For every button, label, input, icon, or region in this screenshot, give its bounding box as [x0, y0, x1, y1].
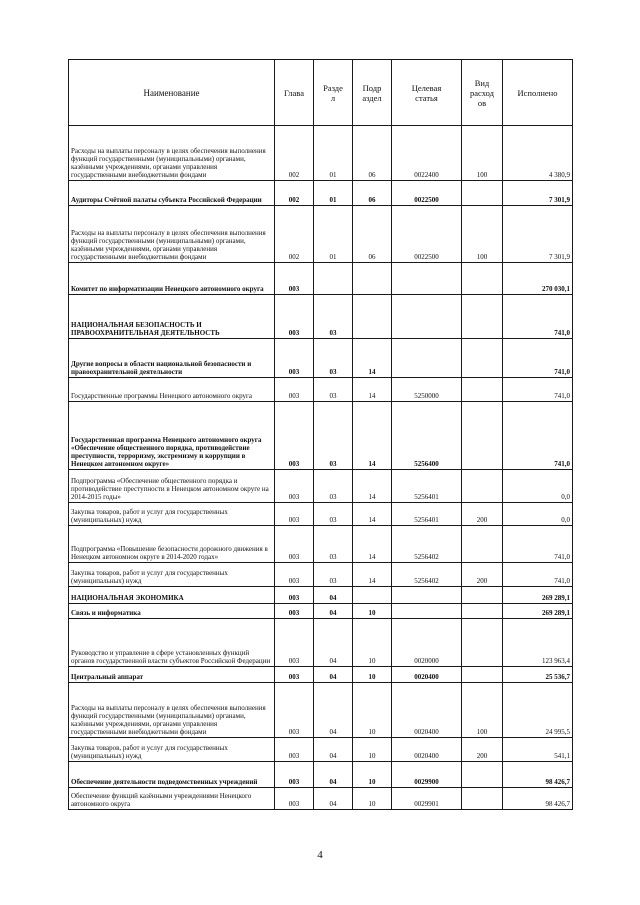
row-vid — [462, 378, 503, 402]
row-celevaya: 0020400 — [392, 683, 462, 738]
row-vid — [462, 762, 503, 788]
row-razdel: 04 — [314, 667, 353, 683]
row-ispolneno: 741,0 — [503, 402, 573, 470]
row-name: Государственные программы Ненецкого автономного округа — [69, 378, 275, 402]
header-name: Наименование — [69, 60, 275, 126]
row-glava: 003 — [275, 604, 314, 619]
row-vid — [462, 604, 503, 619]
row-ispolneno: 270 030,1 — [503, 263, 573, 295]
row-razdel: 01 — [314, 126, 353, 181]
row-celevaya — [392, 295, 462, 339]
row-podrazdel: 14 — [353, 503, 392, 526]
row-celevaya: 5256400 — [392, 402, 462, 470]
row-ispolneno: 269 289,1 — [503, 604, 573, 619]
row-glava: 003 — [275, 295, 314, 339]
table-row — [69, 788, 573, 810]
table-row — [69, 378, 573, 402]
row-podrazdel: 14 — [353, 526, 392, 563]
row-podrazdel — [353, 263, 392, 295]
row-celevaya: 0029900 — [392, 762, 462, 788]
row-podrazdel: 14 — [353, 470, 392, 503]
row-podrazdel: 10 — [353, 619, 392, 667]
row-ispolneno: 741,0 — [503, 339, 573, 378]
row-celevaya: 5250000 — [392, 378, 462, 402]
row-name: Закупка товаров, работ и услуг для государственных (муниципальных) нужд — [69, 738, 275, 762]
row-glava: 003 — [275, 683, 314, 738]
row-razdel: 04 — [314, 738, 353, 762]
row-ispolneno: 98 426,7 — [503, 762, 573, 788]
row-vid: 100 — [462, 126, 503, 181]
table-row — [69, 295, 573, 339]
row-vid — [462, 263, 503, 295]
row-name: Закупка товаров, работ и услуг для государственных (муниципальных) нужд — [69, 563, 275, 587]
row-name: Закупка товаров, работ и услуг для государственных (муниципальных) нужд — [69, 503, 275, 526]
row-vid: 100 — [462, 206, 503, 263]
row-vid — [462, 402, 503, 470]
row-name: Расходы на выплаты персоналу в целях обеспечения выполнения функций государственными (муниципальными) органами, казёнными учреждениями, органами управления государственными внебюджетными фондами — [69, 126, 275, 181]
table-row — [69, 470, 573, 503]
row-glava: 003 — [275, 563, 314, 587]
row-glava: 003 — [275, 667, 314, 683]
table-header-row — [69, 60, 573, 126]
table-row — [69, 667, 573, 683]
row-vid — [462, 470, 503, 503]
row-name: Связь и информатика — [69, 604, 275, 619]
row-podrazdel — [353, 295, 392, 339]
row-ispolneno: 7 301,9 — [503, 181, 573, 206]
page-number: 4 — [317, 849, 323, 861]
row-name: Другие вопросы в области национальной безопасности и правоохранительной деятельности — [69, 339, 275, 378]
row-podrazdel: 10 — [353, 667, 392, 683]
row-podrazdel: 06 — [353, 181, 392, 206]
row-podrazdel: 06 — [353, 206, 392, 263]
row-razdel: 03 — [314, 378, 353, 402]
row-vid — [462, 339, 503, 378]
row-vid — [462, 295, 503, 339]
row-celevaya — [392, 604, 462, 619]
row-vid — [462, 587, 503, 604]
row-glava: 003 — [275, 402, 314, 470]
row-razdel: 03 — [314, 470, 353, 503]
row-podrazdel: 14 — [353, 402, 392, 470]
row-celevaya: 0022400 — [392, 126, 462, 181]
row-podrazdel — [353, 587, 392, 604]
row-podrazdel: 14 — [353, 563, 392, 587]
row-razdel: 01 — [314, 206, 353, 263]
row-ispolneno: 7 301,9 — [503, 206, 573, 263]
row-vid: 100 — [462, 683, 503, 738]
row-podrazdel: 10 — [353, 604, 392, 619]
row-ispolneno: 741,0 — [503, 295, 573, 339]
row-razdel: 04 — [314, 619, 353, 667]
row-celevaya: 0022500 — [392, 206, 462, 263]
table-row — [69, 587, 573, 604]
row-podrazdel: 14 — [353, 339, 392, 378]
row-vid — [462, 667, 503, 683]
row-glava: 003 — [275, 788, 314, 810]
row-ispolneno: 741,0 — [503, 563, 573, 587]
row-glava: 003 — [275, 587, 314, 604]
row-ispolneno: 4 380,9 — [503, 126, 573, 181]
row-name: Комитет по информатизации Ненецкого автономного округа — [69, 263, 275, 295]
row-vid — [462, 181, 503, 206]
row-ispolneno: 123 963,4 — [503, 619, 573, 667]
row-podrazdel: 10 — [353, 738, 392, 762]
row-glava: 003 — [275, 526, 314, 563]
table-row — [69, 339, 573, 378]
row-razdel: 04 — [314, 788, 353, 810]
row-razdel: 04 — [314, 762, 353, 788]
row-ispolneno: 24 995,5 — [503, 683, 573, 738]
row-podrazdel: 14 — [353, 378, 392, 402]
row-razdel: 03 — [314, 503, 353, 526]
row-vid — [462, 526, 503, 563]
header-glava: Глава — [275, 60, 314, 126]
row-razdel: 01 — [314, 181, 353, 206]
row-vid — [462, 788, 503, 810]
row-glava: 003 — [275, 619, 314, 667]
row-vid: 200 — [462, 738, 503, 762]
row-celevaya: 0020000 — [392, 619, 462, 667]
row-celevaya: 0022500 — [392, 181, 462, 206]
header-podrazdel: Подр аздел — [353, 60, 392, 126]
row-ispolneno: 0,0 — [503, 503, 573, 526]
row-name: Обеспечение функций казёнными учреждениями Ненецкого автономного округа — [69, 788, 275, 810]
row-name: Обеспечение деятельности подведомственных учреждений — [69, 762, 275, 788]
table-row — [69, 738, 573, 762]
header-ispolneno: Исполнено — [503, 60, 573, 126]
row-celevaya — [392, 587, 462, 604]
row-name: НАЦИОНАЛЬНАЯ БЕЗОПАСНОСТЬ И ПРАВООХРАНИТЕЛЬНАЯ ДЕЯТЕЛЬНОСТЬ — [69, 295, 275, 339]
row-name: Государственная программа Ненецкого автономного округа «Обеспечение общественного порядка, противодействие преступности, терроризму, экстремизму и коррупции в Ненецком автономном округе» — [69, 402, 275, 470]
row-razdel: 04 — [314, 604, 353, 619]
row-ispolneno: 98 426,7 — [503, 788, 573, 810]
row-celevaya: 5256401 — [392, 470, 462, 503]
table-row — [69, 762, 573, 788]
row-celevaya — [392, 263, 462, 295]
row-celevaya: 5256402 — [392, 563, 462, 587]
header-celevaya: Целевая статья — [392, 60, 462, 126]
budget-execution-table — [68, 59, 573, 810]
row-razdel: 03 — [314, 563, 353, 587]
row-razdel: 03 — [314, 339, 353, 378]
table-row — [69, 503, 573, 526]
row-vid — [462, 619, 503, 667]
row-glava: 002 — [275, 126, 314, 181]
row-razdel: 04 — [314, 587, 353, 604]
row-ispolneno: 741,0 — [503, 378, 573, 402]
row-glava: 003 — [275, 339, 314, 378]
row-ispolneno: 541,1 — [503, 738, 573, 762]
row-name: Подпрограмма «Повышение безопасности дорожного движения в Ненецком автономном округе в 2014-2020 годах» — [69, 526, 275, 563]
row-podrazdel: 10 — [353, 683, 392, 738]
row-razdel: 04 — [314, 683, 353, 738]
row-podrazdel: 10 — [353, 762, 392, 788]
table-row — [69, 206, 573, 263]
header-razdel: Разде л — [314, 60, 353, 126]
row-glava: 003 — [275, 378, 314, 402]
row-name: Руководство и управление в сфере установленных функций органов государственной власти субъектов Российской Федерации — [69, 619, 275, 667]
table-row — [69, 126, 573, 181]
table-row — [69, 526, 573, 563]
row-name: Расходы на выплаты персоналу в целях обеспечения выполнения функций государственными (муниципальными) органами, казёнными учреждениями, органами управления государственными внебюджетными фондами — [69, 683, 275, 738]
row-celevaya: 5256402 — [392, 526, 462, 563]
row-razdel: 03 — [314, 526, 353, 563]
row-glava: 003 — [275, 263, 314, 295]
row-glava: 003 — [275, 470, 314, 503]
row-ispolneno: 741,0 — [503, 526, 573, 563]
row-razdel: 03 — [314, 402, 353, 470]
table-row — [69, 563, 573, 587]
row-name: НАЦИОНАЛЬНАЯ ЭКОНОМИКА — [69, 587, 275, 604]
row-glava: 002 — [275, 181, 314, 206]
row-ispolneno: 25 536,7 — [503, 667, 573, 683]
row-podrazdel: 10 — [353, 788, 392, 810]
row-name: Центральный аппарат — [69, 667, 275, 683]
row-celevaya: 0020400 — [392, 738, 462, 762]
row-glava: 002 — [275, 206, 314, 263]
row-ispolneno: 269 289,1 — [503, 587, 573, 604]
row-celevaya: 0020400 — [392, 667, 462, 683]
table-row — [69, 604, 573, 619]
row-vid: 200 — [462, 563, 503, 587]
table-row — [69, 181, 573, 206]
table-row — [69, 683, 573, 738]
row-glava: 003 — [275, 738, 314, 762]
row-razdel: 03 — [314, 295, 353, 339]
row-name: Расходы на выплаты персоналу в целях обеспечения выполнения функций государственными (муниципальными) органами, казёнными учреждениями, органами управления государственными внебюджетными фондами — [69, 206, 275, 263]
row-name: Аудиторы Счётной палаты субъекта Российской Федерации — [69, 181, 275, 206]
row-celevaya — [392, 339, 462, 378]
table-row — [69, 619, 573, 667]
row-name: Подпрограмма «Обеспечение общественного порядка и противодействие преступности в Ненецком автономном округе на 2014-2015 годы» — [69, 470, 275, 503]
row-glava: 003 — [275, 503, 314, 526]
row-podrazdel: 06 — [353, 126, 392, 181]
table-row — [69, 263, 573, 295]
row-vid: 200 — [462, 503, 503, 526]
row-ispolneno: 0,0 — [503, 470, 573, 503]
row-razdel — [314, 263, 353, 295]
table-row — [69, 402, 573, 470]
row-celevaya: 0029901 — [392, 788, 462, 810]
row-celevaya: 5256401 — [392, 503, 462, 526]
header-vid: Вид расход ов — [462, 60, 503, 126]
row-glava: 003 — [275, 762, 314, 788]
